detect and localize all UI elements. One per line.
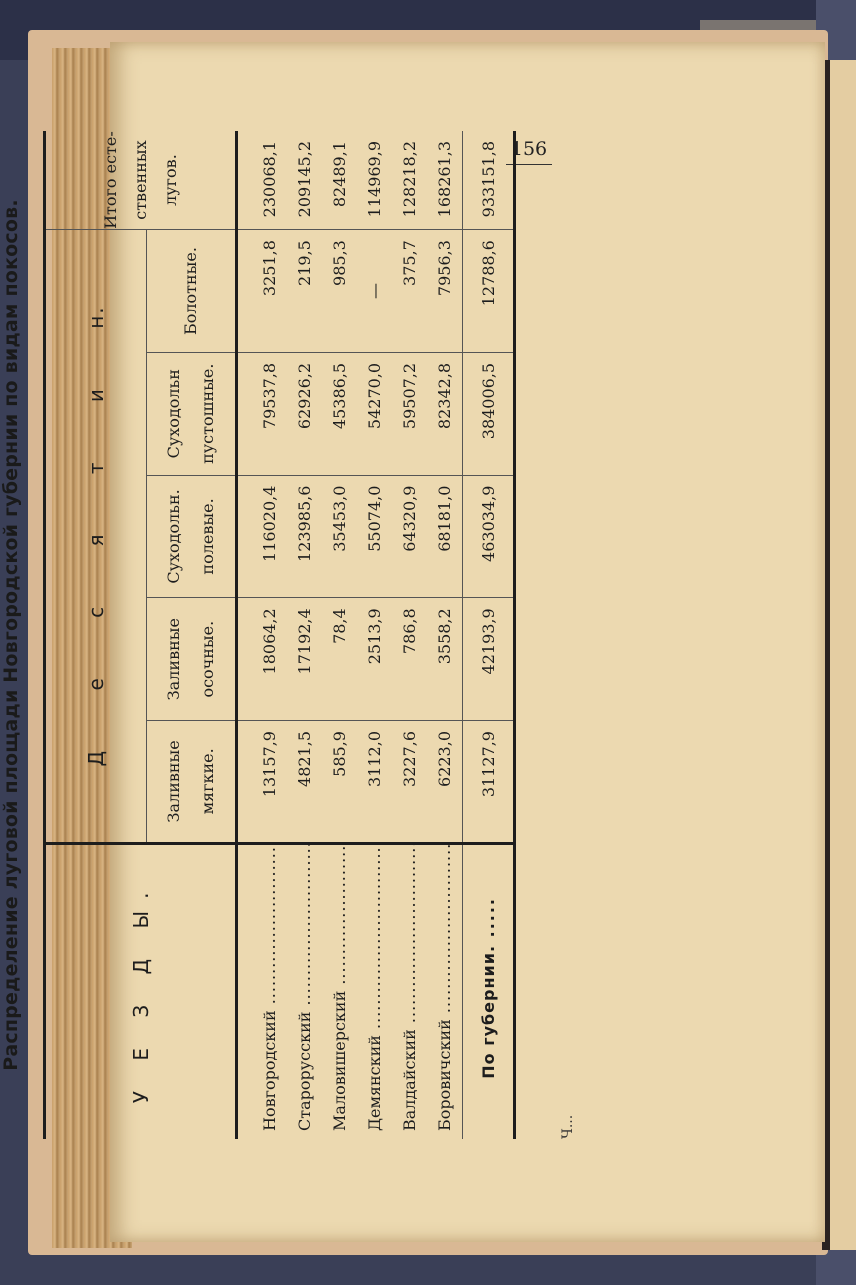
- cut-off-footer-text: Ч...: [560, 1114, 576, 1139]
- uezd-name: Маловишерский .....: [322, 843, 357, 1139]
- total-value-cell: 463034,9: [463, 475, 515, 598]
- value-cell: 4821,5: [287, 721, 322, 844]
- table-row-total: [463, 131, 515, 1139]
- facing-page-edge: [822, 60, 856, 1250]
- total-value-cell: 31127,9: [463, 721, 515, 844]
- value-cell: 3112,0: [357, 721, 392, 844]
- total-cell: 82489,1: [322, 131, 357, 230]
- value-cell: 17192,4: [287, 598, 322, 721]
- uezd-name: Боровичский .....: [427, 843, 463, 1139]
- rotated-table-block: [0, 131, 580, 1139]
- column-header-bolotnye: [147, 230, 237, 353]
- value-cell: —: [357, 230, 392, 353]
- total-value-cell: 384006,5: [463, 352, 515, 475]
- total-cell: 128218,2: [392, 131, 427, 230]
- value-cell: 62926,2: [287, 352, 322, 475]
- value-cell: 45386,5: [322, 352, 357, 475]
- header-line1: Болотные.: [181, 247, 200, 336]
- table-row-novgorodsky: [252, 131, 287, 1139]
- header-line2: полевые.: [198, 498, 217, 575]
- value-cell: 3558,2: [427, 598, 463, 721]
- total-cell: 209145,2: [287, 131, 322, 230]
- value-cell: 18064,2: [252, 598, 287, 721]
- value-cell: 13157,9: [252, 721, 287, 844]
- header-line2: осочные.: [198, 620, 217, 698]
- value-cell: 375,7: [392, 230, 427, 353]
- value-cell: 35453,0: [322, 475, 357, 598]
- total-value-cell: 42193,9: [463, 598, 515, 721]
- table-row-demyansky: [357, 131, 392, 1139]
- value-cell: 3251,8: [252, 230, 287, 353]
- value-cell: 68181,0: [427, 475, 463, 598]
- value-cell: 78,4: [322, 598, 357, 721]
- header-line2: пустошные.: [198, 363, 217, 464]
- statistics-table: [43, 131, 516, 1139]
- table-row-valdaysky: [392, 131, 427, 1139]
- table-row-borovichsky: [427, 131, 463, 1139]
- uezd-name: Новгородский .....: [252, 843, 287, 1139]
- value-cell: 786,8: [392, 598, 427, 721]
- value-cell: 123985,6: [287, 475, 322, 598]
- table-row-starorussky: [287, 131, 322, 1139]
- total-cell: 168261,3: [427, 131, 463, 230]
- uezd-name: Валдайский .....: [392, 843, 427, 1139]
- total-header-line2: ственных: [130, 140, 150, 220]
- header-line1: Заливные: [164, 740, 183, 823]
- value-cell: 116020,4: [252, 475, 287, 598]
- column-header-zalivnye-osochnye: [147, 598, 237, 721]
- total-column-header: [45, 131, 237, 230]
- total-cell: 114969,9: [357, 131, 392, 230]
- value-cell: 2513,9: [357, 598, 392, 721]
- header-line1: Суходольн: [164, 369, 183, 459]
- value-cell: 7956,3: [427, 230, 463, 353]
- total-label: По губернии. .....: [463, 843, 515, 1139]
- column-header-zalivnye-myagkie: [147, 721, 237, 844]
- page-number: 156: [506, 138, 552, 165]
- value-cell: 54270,0: [357, 352, 392, 475]
- value-cell: 585,9: [322, 721, 357, 844]
- header-line2: мягкие.: [198, 748, 217, 815]
- uezd-name: Старорусский .....: [287, 843, 322, 1139]
- value-cell: 59507,2: [392, 352, 427, 475]
- value-cell: 64320,9: [392, 475, 427, 598]
- value-cell: 3227,6: [392, 721, 427, 844]
- value-cell: 82342,8: [427, 352, 463, 475]
- desyatin-group-header: Д е с я т и н.: [45, 230, 147, 844]
- total-header-line3: лугов.: [160, 154, 180, 206]
- grand-total-cell: 933151,8: [463, 131, 515, 230]
- value-cell: 55074,0: [357, 475, 392, 598]
- header-line1: Заливные: [164, 618, 183, 701]
- value-cell: 79537,8: [252, 352, 287, 475]
- table-row-malovishersky: [322, 131, 357, 1139]
- total-header-line1: Итого есте-: [100, 131, 120, 229]
- column-header-sukhodol-pustoshnye: [147, 352, 237, 475]
- uezd-column-header: У Е З Д Ы.: [45, 843, 237, 1139]
- total-value-cell: 12788,6: [463, 230, 515, 353]
- table-title: Распределение луговой площади Новгородской губернии по видам покосов.: [0, 199, 22, 1071]
- column-header-sukhodol-polevye: [147, 475, 237, 598]
- value-cell: 985,3: [322, 230, 357, 353]
- uezd-name: Демянский .....: [357, 843, 392, 1139]
- total-cell: 230068,1: [252, 131, 287, 230]
- value-cell: 219,5: [287, 230, 322, 353]
- header-line1: Суходольн.: [164, 489, 183, 584]
- value-cell: 6223,0: [427, 721, 463, 844]
